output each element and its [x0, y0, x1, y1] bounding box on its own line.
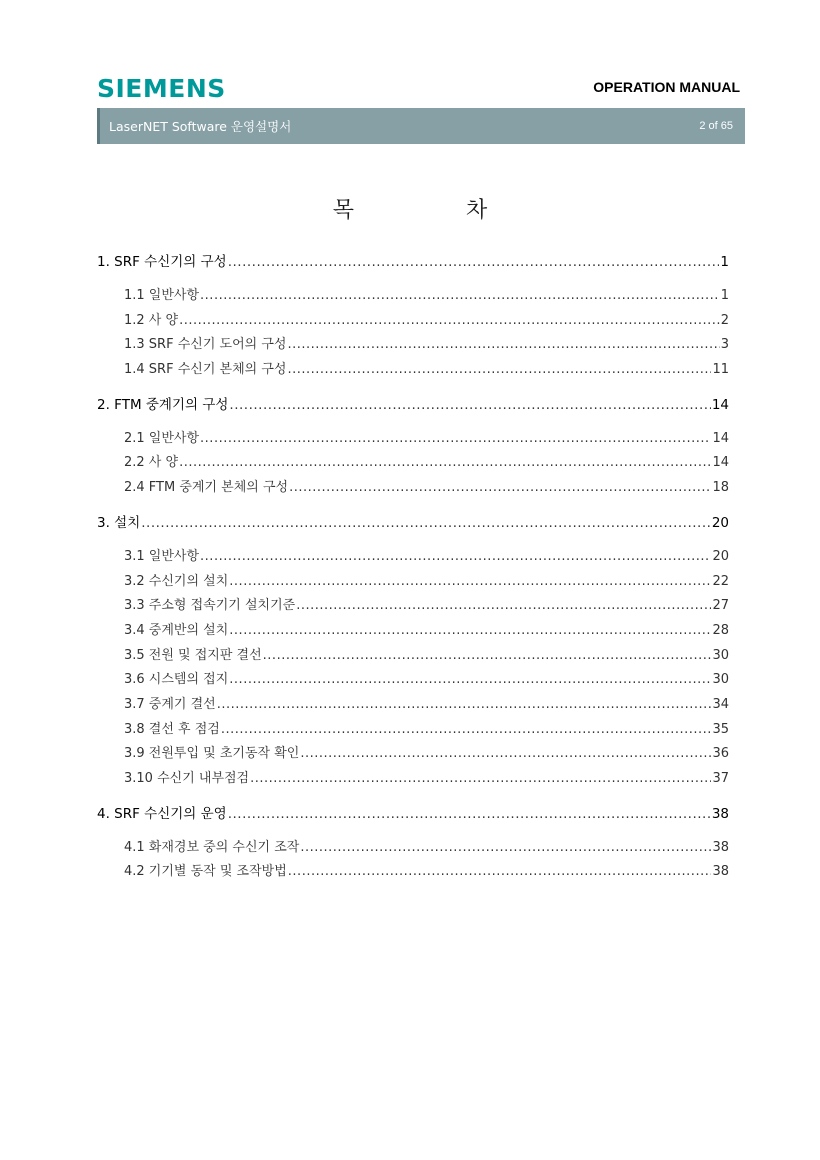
toc-leader [229, 619, 711, 644]
toc-section-page: 20 [711, 514, 729, 531]
toc-leader [229, 668, 711, 693]
toc-section-label: 2. FTM 중계기의 구성 [97, 396, 229, 413]
toc-item[interactable] [97, 309, 729, 334]
toc-item-label: 1.4 SRF 수신기 본체의 구성 [124, 362, 287, 378]
document-subtitle: LaserNET Software 운영설명서 [109, 119, 292, 134]
toc-item-page: 30 [712, 672, 729, 688]
toc-leader [200, 284, 720, 309]
toc-item[interactable] [97, 644, 729, 669]
toc-item[interactable] [97, 451, 729, 476]
toc-item-label: 2.1 일반사항 [124, 430, 200, 446]
toc-item[interactable] [97, 836, 729, 861]
toc-leader [288, 860, 712, 885]
toc-title-right: 차 [466, 198, 488, 223]
toc-section[interactable] [97, 393, 729, 417]
toc-leader [179, 451, 711, 476]
toc-item-page: 3 [720, 337, 729, 353]
toc-item-page: 14 [712, 430, 729, 446]
toc-leader [228, 250, 720, 274]
header-band [97, 108, 745, 144]
toc-item[interactable] [97, 594, 729, 619]
toc-item-page: 14 [712, 455, 729, 471]
toc-title-left: 목 [332, 198, 354, 223]
toc-item-label: 3.9 전원투입 및 초기동작 확인 [124, 746, 300, 762]
toc-item-label: 4.2 기기별 동작 및 조작방법 [124, 864, 287, 880]
toc-section-label: 4. SRF 수신기의 운영 [97, 805, 227, 822]
toc-item-label: 3.10 수신기 내부점검 [124, 771, 250, 786]
toc-leader [141, 511, 711, 535]
toc-item[interactable] [97, 427, 729, 452]
toc-item-page: 38 [712, 839, 729, 855]
toc-item[interactable] [97, 284, 729, 309]
toc-item-page: 36 [712, 746, 729, 762]
toc-leader [200, 545, 711, 570]
toc-leader [287, 358, 711, 383]
toc-item[interactable] [97, 545, 729, 570]
toc-item-page: 28 [712, 622, 729, 638]
toc-item-label: 2.2 사 양 [124, 455, 179, 471]
toc-item-label: 1.2 사 양 [124, 312, 179, 328]
toc-section-label: 1. SRF 수신기의 구성 [97, 254, 227, 270]
toc-item-label: 1.3 SRF 수신기 도어의 구성 [124, 337, 287, 353]
toc-section-page: 1 [720, 254, 729, 270]
page-indicator: 2 of 65 [699, 120, 733, 132]
toc-section[interactable] [97, 250, 729, 274]
toc-item[interactable] [97, 718, 729, 743]
toc-item-page: 35 [712, 721, 729, 737]
toc-item-page: 30 [712, 647, 729, 663]
toc-item[interactable] [97, 742, 729, 767]
toc-item-label: 2.4 FTM 중계기 본체의 구성 [124, 480, 289, 496]
table-of-contents [97, 250, 729, 885]
toc-leader [217, 693, 712, 718]
toc-item-label: 3.1 일반사항 [124, 548, 200, 564]
toc-item-page: 2 [720, 312, 729, 328]
toc-item[interactable] [97, 860, 729, 885]
toc-item-label: 3.5 전원 및 접지판 결선 [124, 647, 262, 663]
toc-item-page: 37 [712, 771, 729, 786]
toc-item[interactable] [97, 767, 729, 792]
toc-item-label: 4.1 화재경보 중의 수신기 조작 [124, 839, 300, 855]
toc-item[interactable] [97, 570, 729, 595]
toc-item[interactable] [97, 333, 729, 358]
toc-leader [263, 644, 712, 669]
toc-item-label: 3.3 주소형 접속기기 설치기준 [124, 598, 296, 614]
toc-leader [221, 718, 712, 743]
toc-leader [289, 476, 711, 501]
toc-item-page: 1 [720, 288, 729, 303]
toc-title [0, 193, 820, 224]
toc-item-page: 38 [712, 864, 729, 880]
toc-item-label: 3.2 수신기의 설치 [124, 573, 229, 589]
toc-leader [250, 767, 711, 792]
toc-item[interactable] [97, 358, 729, 383]
toc-leader [300, 742, 711, 767]
toc-item-page: 20 [712, 548, 729, 564]
toc-leader [179, 309, 720, 334]
toc-item-page: 11 [712, 362, 729, 378]
toc-section[interactable] [97, 511, 729, 535]
toc-leader [200, 427, 711, 452]
toc-leader [229, 393, 710, 417]
toc-item-label: 3.6 시스템의 접지 [124, 672, 229, 688]
document-type-label: OPERATION MANUAL [593, 79, 740, 95]
toc-item[interactable] [97, 476, 729, 501]
toc-leader [228, 802, 711, 826]
toc-leader [300, 836, 711, 861]
toc-item-label: 1.1 일반사항 [124, 288, 200, 303]
toc-item-label: 3.7 중계기 결선 [124, 696, 216, 712]
toc-leader [229, 570, 711, 595]
toc-leader [287, 333, 719, 358]
toc-item-label: 3.8 결선 후 점검 [124, 721, 220, 737]
toc-section[interactable] [97, 802, 729, 826]
toc-item[interactable] [97, 619, 729, 644]
toc-section-page: 14 [711, 396, 729, 413]
toc-item-label: 3.4 중계반의 설치 [124, 622, 229, 638]
siemens-logo: SIEMENS [97, 74, 226, 103]
toc-item-page: 27 [712, 598, 729, 614]
toc-item-page: 18 [712, 480, 729, 496]
toc-item[interactable] [97, 668, 729, 693]
toc-section-page: 38 [711, 805, 729, 822]
toc-item-page: 22 [712, 573, 729, 589]
toc-leader [296, 594, 711, 619]
toc-item-page: 34 [712, 696, 729, 712]
toc-item[interactable] [97, 693, 729, 718]
toc-section-label: 3. 설치 [97, 514, 141, 531]
